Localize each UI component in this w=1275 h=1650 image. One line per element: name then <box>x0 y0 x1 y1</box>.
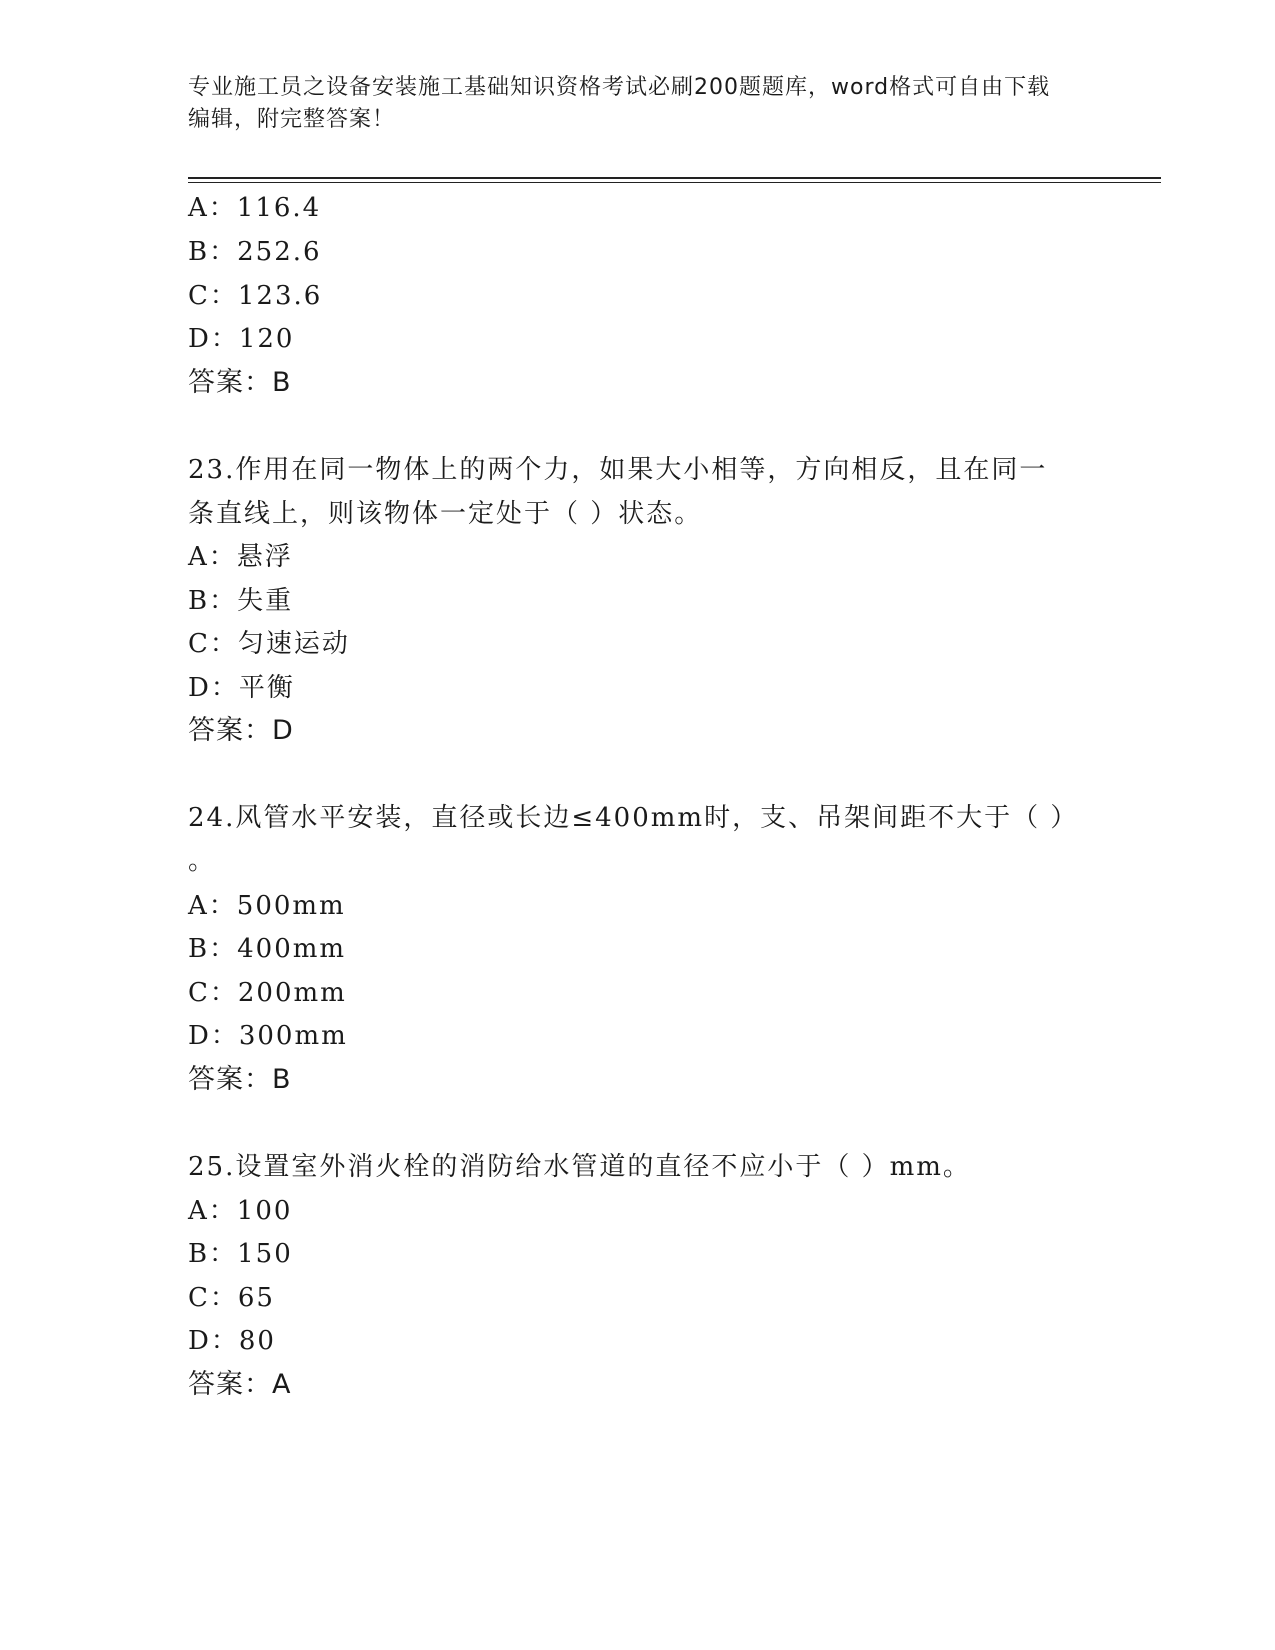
q25-option-c: C：65 <box>188 1283 275 1313</box>
q24-option-a: A：500mm <box>188 891 346 921</box>
q24-answer: 答案：B <box>188 1064 292 1095</box>
q23-option-a: A：悬浮 <box>188 542 293 572</box>
header-divider-thin <box>188 182 1161 183</box>
q23-option-d: D：平衡 <box>188 673 295 703</box>
q25-option-b: B：150 <box>188 1239 293 1269</box>
q25-answer: 答案：A <box>188 1369 292 1400</box>
q24-option-b: B：400mm <box>188 934 347 964</box>
q23-option-c: C：匀速运动 <box>188 629 350 659</box>
document-header: 专业施工员之设备安装施工基础知识资格考试必刷200题题库，word格式可自由下载编辑，附完整答案！ <box>188 75 1051 132</box>
q23-stem-line2: 条直线上，则该物体一定处于（ ）状态。 <box>188 499 703 529</box>
q25-option-a: A：100 <box>188 1196 293 1226</box>
q22-option-a: A：116.4 <box>188 193 322 223</box>
q24-stem-line2: 。 <box>188 846 217 876</box>
q25-stem-line1: 25.设置室外消火栓的消防给水管道的直径不应小于（ ）mm。 <box>188 1152 971 1182</box>
header-divider-thick <box>188 177 1161 179</box>
q23-answer: 答案：D <box>188 715 294 746</box>
q22-option-b: B：252.6 <box>188 237 322 267</box>
q22-answer: 答案：B <box>188 367 292 398</box>
q22-option-c: C：123.6 <box>188 281 323 311</box>
q24-option-c: C：200mm <box>188 978 347 1008</box>
q23-stem-line1: 23.作用在同一物体上的两个力，如果大小相等，方向相反，且在同一 <box>188 455 1048 485</box>
q24-stem-line1: 24.风管水平安装，直径或长边≤400mm时，支、吊架间距不大于（ ） <box>188 803 1079 833</box>
q22-option-d: D：120 <box>188 324 295 354</box>
q23-option-b: B：失重 <box>188 586 294 616</box>
q25-option-d: D：80 <box>188 1326 276 1356</box>
q24-option-d: D：300mm <box>188 1021 348 1051</box>
